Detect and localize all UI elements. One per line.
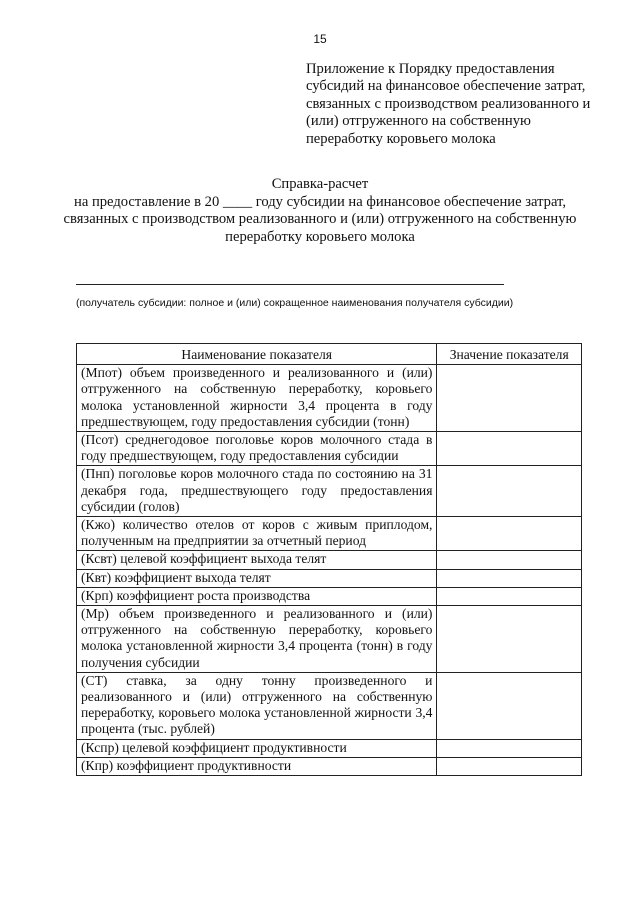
title-heading: Справка-расчет: [271, 176, 369, 192]
page-number: 15: [313, 32, 327, 46]
indicators-table: [76, 343, 582, 776]
appendix-line: (или) отгруженного на собственную: [306, 113, 531, 130]
indicator-value-cell[interactable]: [437, 466, 582, 517]
header-indicator-value: Значение показателя: [437, 344, 582, 365]
table-row: [77, 587, 582, 605]
indicator-value-cell[interactable]: [437, 432, 582, 466]
indicator-name: (Ксвт) целевой коэффициент выхода телят: [77, 551, 437, 569]
table-row: [77, 365, 582, 432]
table-row: [77, 517, 582, 551]
header-indicator-name: Наименование показателя: [77, 344, 437, 365]
indicator-value-cell[interactable]: [437, 569, 582, 587]
document-title: [60, 176, 580, 246]
appendix-line: субсидий на финансовое обеспечение затрат,: [306, 78, 586, 95]
appendix-line: связанных с производством реализованного и: [306, 95, 591, 112]
indicator-name: (Кспр) целевой коэффициент продуктивности: [77, 739, 437, 757]
appendix-note: [306, 61, 606, 148]
indicator-name: (Кжо) количество отелов от коров с живым приплодом, полученным на предприятии за отчетный период: [77, 517, 437, 551]
indicator-name: (Псот) среднегодовое поголовье коров молочного стада в году предшествующем, году предоставления субсидии: [77, 432, 437, 466]
indicator-name: (Крп) коэффициент роста производства: [77, 587, 437, 605]
recipient-fill-line: [76, 284, 504, 285]
table-row: [77, 757, 582, 775]
indicator-name: (Мпот) объем произведенного и реализованного и (или) отгруженного на собственную переработку, коровьего молока установленной жирности 3,4 процента в году предшествующем, году предоставления субсидии (тонн): [77, 365, 437, 432]
indicator-value-cell[interactable]: [437, 739, 582, 757]
table-row: [77, 551, 582, 569]
table-header-row: [77, 344, 582, 365]
indicator-value-cell[interactable]: [437, 365, 582, 432]
title-line: переработку коровьего молока: [225, 228, 415, 245]
table-row: [77, 739, 582, 757]
indicator-value-cell[interactable]: [437, 551, 582, 569]
recipient-caption: (получатель субсидии: полное и (или) сокращенное наименования получателя субсидии): [76, 297, 514, 309]
indicator-value-cell[interactable]: [437, 587, 582, 605]
table-row: [77, 569, 582, 587]
table-row: [77, 606, 582, 673]
indicator-name: (Кпр) коэффициент продуктивности: [77, 757, 437, 775]
indicator-name: (СТ) ставка, за одну тонну произведенного и реализованного и (или) отгруженного на собственную переработку, коровьего молока установленной жирности 3,4 процента (тыс. рублей): [77, 672, 437, 739]
indicator-name: (Квт) коэффициент выхода телят: [77, 569, 437, 587]
table-row: [77, 466, 582, 517]
indicator-value-cell[interactable]: [437, 672, 582, 739]
appendix-line: Приложение к Порядку предоставления: [306, 61, 555, 77]
table-row: [77, 432, 582, 466]
table-row: [77, 672, 582, 739]
title-line: связанных с производством реализованного и (или) отгруженного на собственную: [63, 211, 577, 228]
indicator-name: (Пнп) поголовье коров молочного стада по состоянию на 31 декабря года, предшествующего году предоставления субсидии (голов): [77, 466, 437, 517]
indicator-name: (Мр) объем произведенного и реализованного и (или) отгруженного на собственную переработку, коровьего молока установленной жирности 3,4 процента (тонн) в году получения субсидии: [77, 606, 437, 673]
title-line: на предоставление в 20 ____ году субсидии на финансовое обеспечение затрат,: [74, 193, 566, 210]
indicator-value-cell[interactable]: [437, 757, 582, 775]
appendix-line: переработку коровьего молока: [306, 130, 496, 147]
indicator-value-cell[interactable]: [437, 606, 582, 673]
indicator-value-cell[interactable]: [437, 517, 582, 551]
